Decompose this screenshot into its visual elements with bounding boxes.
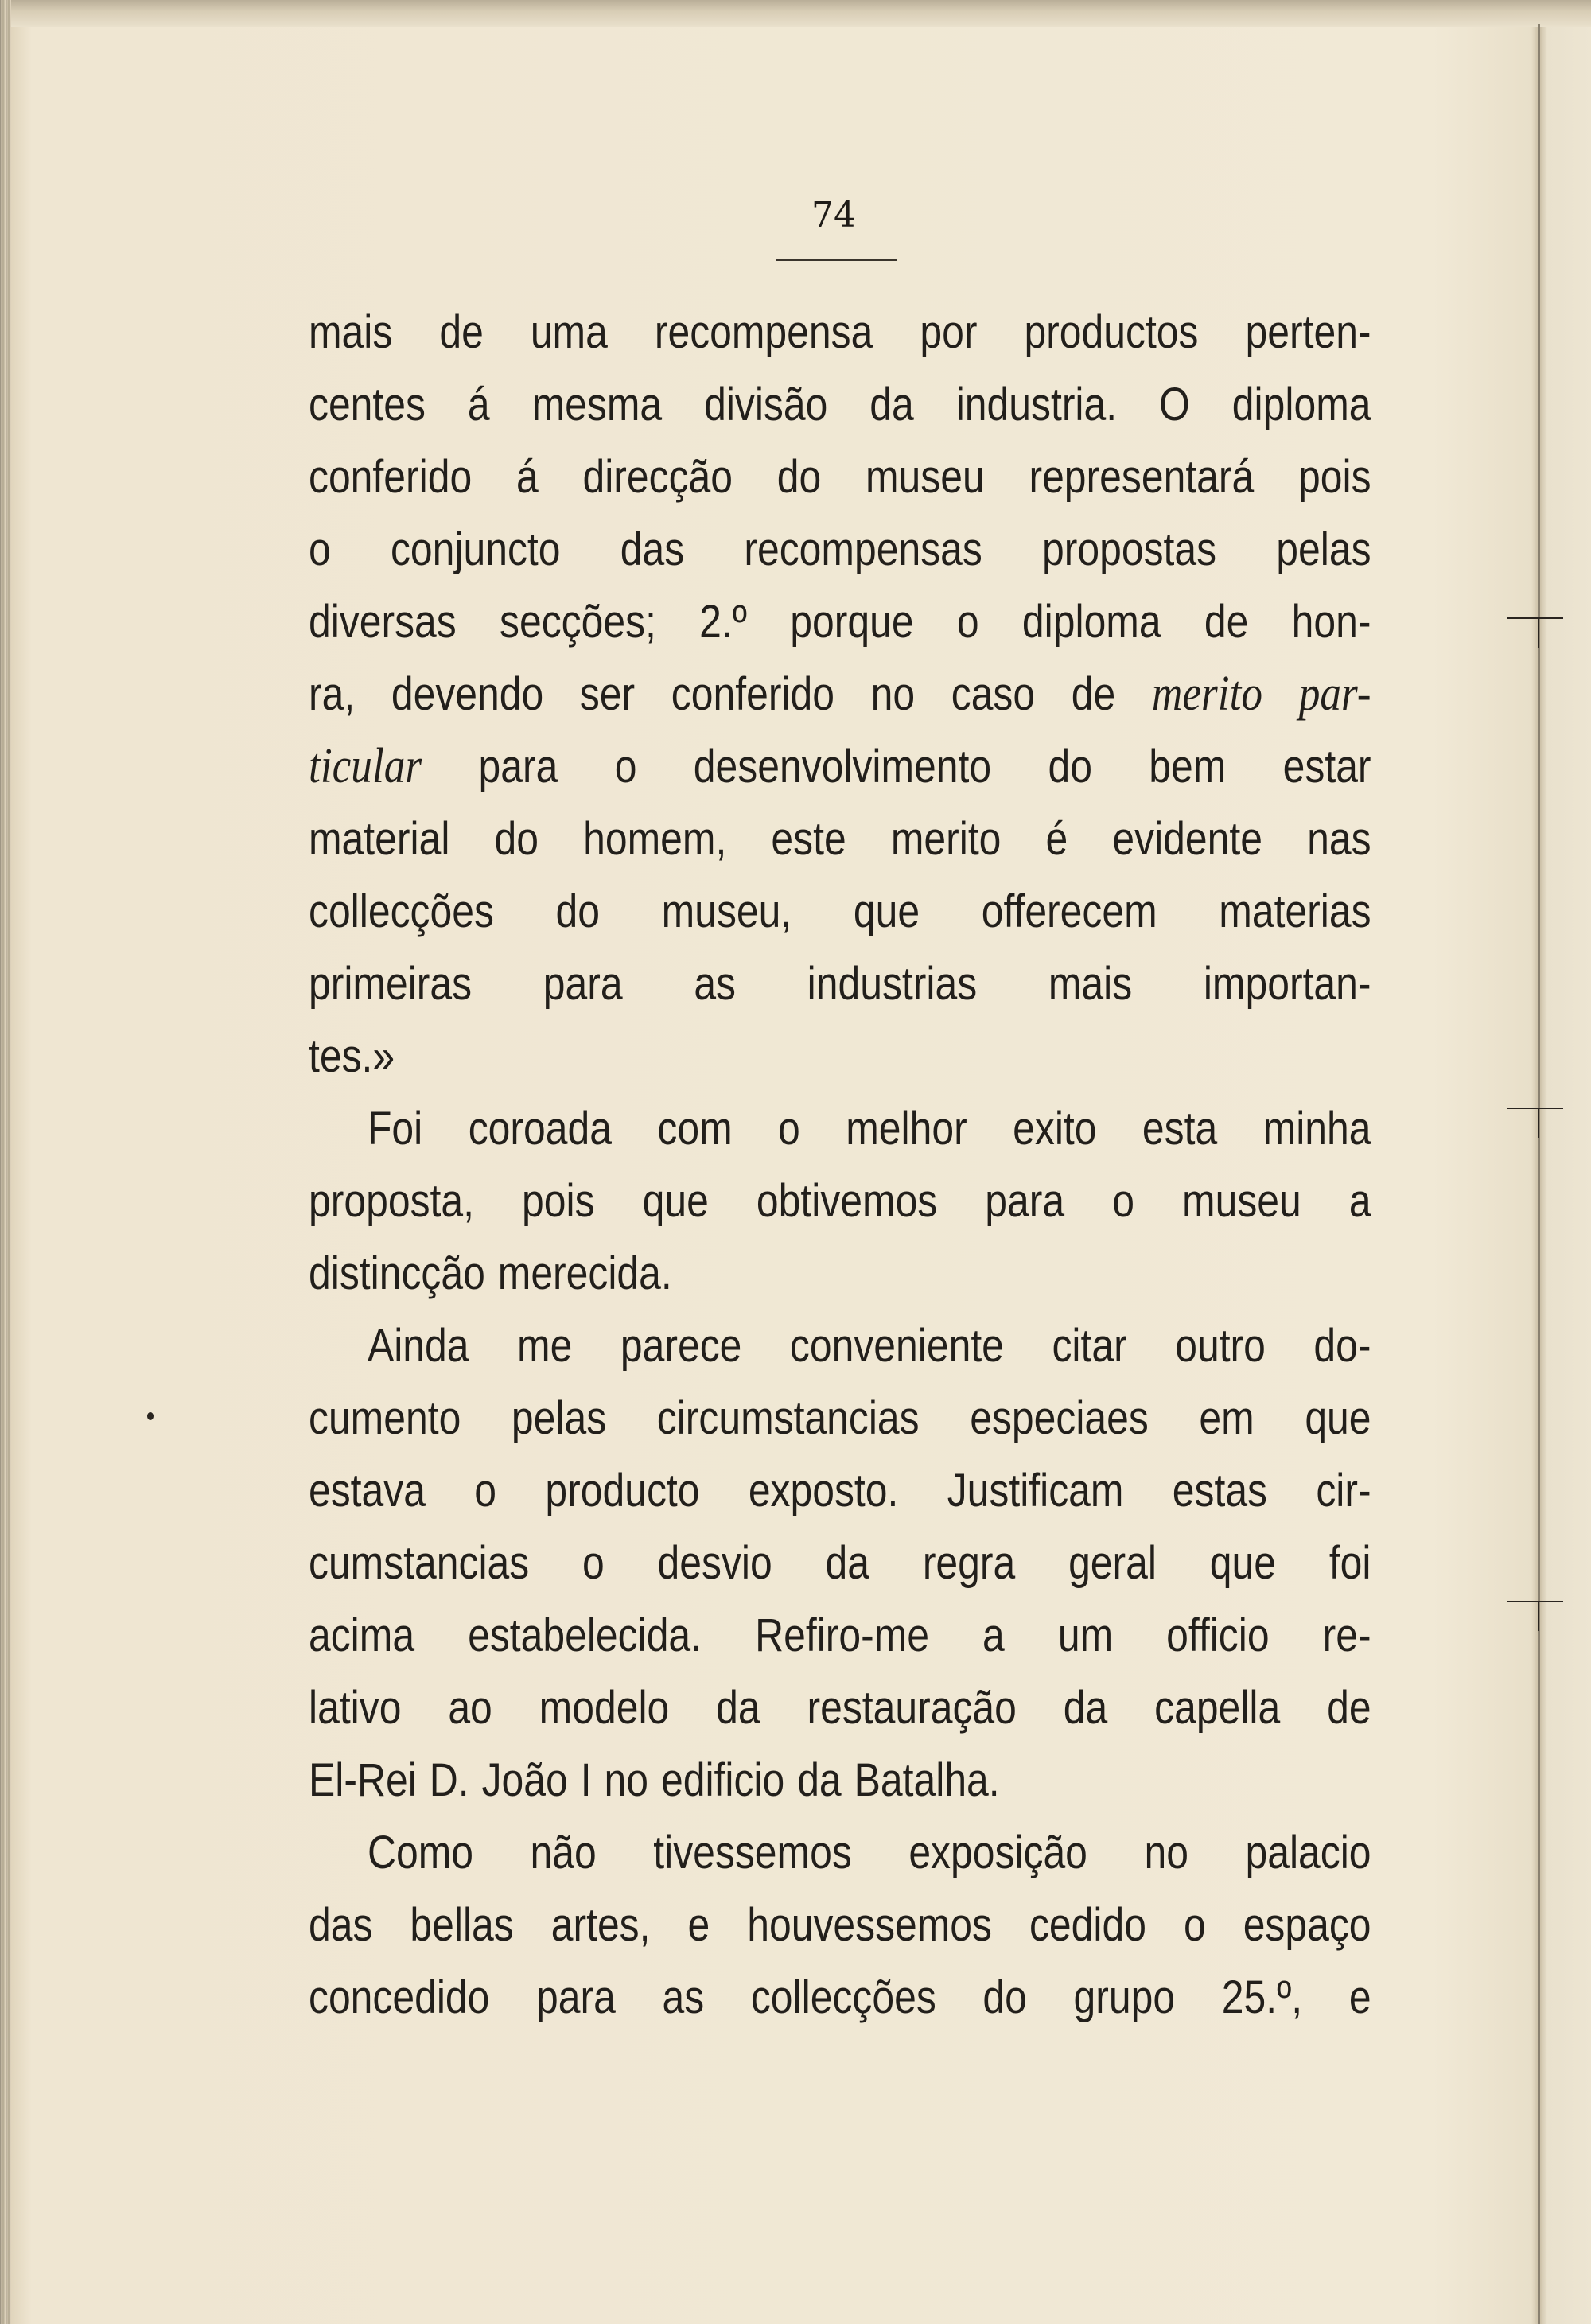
word: este <box>771 813 846 865</box>
word: museu, <box>661 886 792 937</box>
text-line <box>309 948 1371 1020</box>
word: mais <box>309 306 393 358</box>
word: primeiras <box>309 958 473 1010</box>
word: recompensas <box>744 524 982 575</box>
word: conjuncto <box>390 524 561 575</box>
word: é <box>1045 813 1068 865</box>
word: da <box>1063 1682 1108 1734</box>
word: caso <box>951 668 1036 720</box>
word: no <box>604 1754 649 1806</box>
word: I <box>580 1754 592 1806</box>
word: a <box>1348 1175 1371 1227</box>
word: bellas <box>410 1899 514 1951</box>
text-line <box>309 1165 1371 1237</box>
word: homem, <box>583 813 727 865</box>
word: nas <box>1307 813 1371 865</box>
word: D. <box>429 1754 469 1806</box>
text-line <box>309 658 1371 730</box>
text-line <box>309 1961 1371 2034</box>
word: 2.º <box>699 596 747 648</box>
word: 25.º, <box>1221 1972 1303 2023</box>
word: Batalha. <box>854 1754 1000 1806</box>
word: desvio <box>657 1537 772 1589</box>
page-top-edge <box>0 0 1591 27</box>
word: esta <box>1142 1103 1218 1154</box>
word: especiaes <box>970 1392 1149 1444</box>
word: tivessemos <box>653 1827 852 1878</box>
word: materias <box>1219 886 1371 937</box>
text-line <box>309 1599 1371 1672</box>
word: industrias <box>807 958 978 1010</box>
word: que <box>1305 1392 1371 1444</box>
word: edificio <box>660 1754 785 1806</box>
word: evidente <box>1112 813 1263 865</box>
word: que <box>1209 1537 1277 1589</box>
binding-edge <box>0 0 11 2324</box>
word: pelas <box>511 1392 607 1444</box>
word: merito <box>1151 667 1263 721</box>
word: collecções <box>750 1972 936 2023</box>
word: merecida. <box>497 1248 672 1299</box>
word: de <box>439 306 484 358</box>
word: geral <box>1068 1537 1157 1589</box>
word: recompensa <box>654 306 873 358</box>
word: cumstancias <box>309 1537 530 1589</box>
word: propostas <box>1042 524 1217 575</box>
text-line <box>309 1020 1371 1092</box>
word: regra <box>922 1537 1016 1589</box>
fold-marker <box>1507 1108 1563 1109</box>
word: citar <box>1052 1320 1127 1372</box>
word: estabelecida. <box>468 1610 702 1661</box>
word: as <box>694 958 737 1010</box>
word: parece <box>620 1320 742 1372</box>
word: Justificam <box>947 1465 1124 1516</box>
page-number-rule <box>776 259 897 261</box>
ink-spot <box>147 1412 154 1420</box>
word: da <box>869 379 914 430</box>
text-line <box>309 1527 1371 1599</box>
word: acima <box>309 1610 415 1661</box>
word: collecções <box>309 886 494 937</box>
word: estar <box>1282 741 1371 792</box>
word: ser <box>579 668 636 720</box>
word: do <box>555 886 601 937</box>
word: exposto. <box>748 1465 899 1516</box>
word: palacio <box>1245 1827 1371 1878</box>
word: João <box>481 1754 568 1806</box>
word: museu <box>865 451 985 503</box>
word: par- <box>1298 667 1371 721</box>
word: do <box>1048 741 1092 792</box>
body-text <box>309 296 1371 2034</box>
word: minha <box>1262 1103 1371 1154</box>
text-line <box>309 1382 1371 1454</box>
word: do- <box>1313 1320 1371 1372</box>
text-line <box>309 1816 1371 1889</box>
word: bem <box>1149 741 1227 792</box>
word: no <box>870 668 916 720</box>
word: conveniente <box>789 1320 1004 1372</box>
word: desenvolvimento <box>693 741 992 792</box>
word: centes <box>309 379 426 430</box>
fold-marker <box>1507 1601 1563 1602</box>
word: o <box>956 596 979 648</box>
word: offerecem <box>981 886 1157 937</box>
word: O <box>1159 379 1190 430</box>
word: pois <box>1298 451 1371 503</box>
word: o <box>582 1537 605 1589</box>
word: diploma <box>1231 379 1371 430</box>
word: das <box>309 1899 373 1951</box>
word: ao <box>448 1682 492 1734</box>
word: o <box>309 524 331 575</box>
word: conferido <box>309 451 473 503</box>
word: mesma <box>531 379 663 430</box>
word: devendo <box>391 668 544 720</box>
word: secções; <box>500 596 656 648</box>
word: Como <box>367 1827 474 1878</box>
word: officio <box>1166 1610 1270 1661</box>
word: merito <box>890 813 1002 865</box>
text-line <box>309 1744 1371 1816</box>
word: cir- <box>1316 1465 1371 1516</box>
word: para <box>478 741 558 792</box>
word: que <box>853 886 920 937</box>
word: o <box>778 1103 800 1154</box>
text-line <box>309 368 1371 441</box>
word: diversas <box>309 596 457 648</box>
word: importan- <box>1203 958 1371 1010</box>
word: da <box>825 1537 870 1589</box>
text-line <box>309 1889 1371 1961</box>
word: e <box>1348 1972 1371 2023</box>
word: que <box>642 1175 709 1227</box>
word: para <box>543 958 623 1010</box>
word: exposição <box>908 1827 1087 1878</box>
word: me <box>517 1320 573 1372</box>
word: direcção <box>582 451 733 503</box>
word: do <box>494 813 539 865</box>
word: espaço <box>1243 1899 1371 1951</box>
word: ra, <box>309 668 356 720</box>
word: no <box>1144 1827 1188 1878</box>
word: foi <box>1328 1537 1371 1589</box>
word: do <box>776 451 822 503</box>
word: da <box>716 1682 760 1734</box>
word: o <box>614 741 637 792</box>
word: Refiro-me <box>755 1610 930 1661</box>
word: de <box>1071 668 1116 720</box>
word: conferido <box>671 668 835 720</box>
word: El-Rei <box>309 1754 417 1806</box>
text-line <box>309 1237 1371 1310</box>
text-line <box>309 586 1371 658</box>
word: para <box>985 1175 1065 1227</box>
word: grupo <box>1073 1972 1176 2023</box>
word: modelo <box>539 1682 670 1734</box>
word: á <box>515 451 539 503</box>
word: estava <box>309 1465 426 1516</box>
word: melhor <box>846 1103 967 1154</box>
word: producto <box>545 1465 700 1516</box>
text-line <box>309 1310 1371 1382</box>
word: material <box>309 813 450 865</box>
word: porque <box>790 596 914 648</box>
word: artes, <box>550 1899 651 1951</box>
word: re- <box>1322 1610 1371 1661</box>
word: circumstancias <box>656 1392 920 1444</box>
word: obtivemos <box>756 1175 938 1227</box>
word: não <box>530 1827 597 1878</box>
word: estas <box>1172 1465 1268 1516</box>
word: concedido <box>309 1972 490 2023</box>
word: capella <box>1154 1682 1281 1734</box>
word: o <box>1183 1899 1206 1951</box>
page-fold-line <box>1538 24 1540 2324</box>
word: distincção <box>309 1248 485 1299</box>
page-number: 74 <box>811 195 856 236</box>
word: houvessemos <box>747 1899 992 1951</box>
word: tes.» <box>309 1030 395 1082</box>
word: mais <box>1048 958 1133 1010</box>
word: as <box>662 1972 705 2023</box>
text-line <box>309 296 1371 368</box>
word: com <box>657 1103 733 1154</box>
text-line <box>309 1672 1371 1744</box>
text-line <box>309 1092 1371 1165</box>
word: representará <box>1029 451 1255 503</box>
word: por <box>920 306 978 358</box>
word: cedido <box>1029 1899 1146 1951</box>
text-line <box>309 513 1371 586</box>
word: do <box>982 1972 1027 2023</box>
word: a <box>982 1610 1005 1661</box>
word: Foi <box>367 1103 423 1154</box>
text-line <box>309 441 1371 513</box>
fold-marker <box>1507 617 1563 619</box>
word: ticular <box>309 739 422 793</box>
word: de <box>1327 1682 1371 1734</box>
word: Ainda <box>367 1320 469 1372</box>
text-line <box>309 730 1371 803</box>
word: um <box>1057 1610 1114 1661</box>
text-line <box>309 875 1371 948</box>
word: outro <box>1175 1320 1266 1372</box>
word: restauração <box>807 1682 1017 1734</box>
word: cumento <box>309 1392 461 1444</box>
word: pelas <box>1276 524 1371 575</box>
word: productos <box>1024 306 1199 358</box>
word: exito <box>1013 1103 1097 1154</box>
word: lativo <box>309 1682 402 1734</box>
word: á <box>467 379 490 430</box>
word: para <box>536 1972 616 2023</box>
word: proposta, <box>309 1175 474 1227</box>
word: museu <box>1182 1175 1301 1227</box>
word: hon- <box>1291 596 1371 648</box>
text-line <box>309 1454 1371 1527</box>
word: diploma <box>1021 596 1161 648</box>
word: coroada <box>468 1103 612 1154</box>
word: pois <box>522 1175 595 1227</box>
word: em <box>1199 1392 1255 1444</box>
word: das <box>620 524 685 575</box>
word: de <box>1204 596 1249 648</box>
word: o <box>474 1465 497 1516</box>
word: o <box>1112 1175 1134 1227</box>
word: perten- <box>1245 306 1371 358</box>
text-line <box>309 803 1371 875</box>
word: uma <box>530 306 608 358</box>
word: e <box>687 1899 710 1951</box>
word: divisão <box>704 379 828 430</box>
word: da <box>797 1754 842 1806</box>
word: industria. <box>955 379 1118 430</box>
